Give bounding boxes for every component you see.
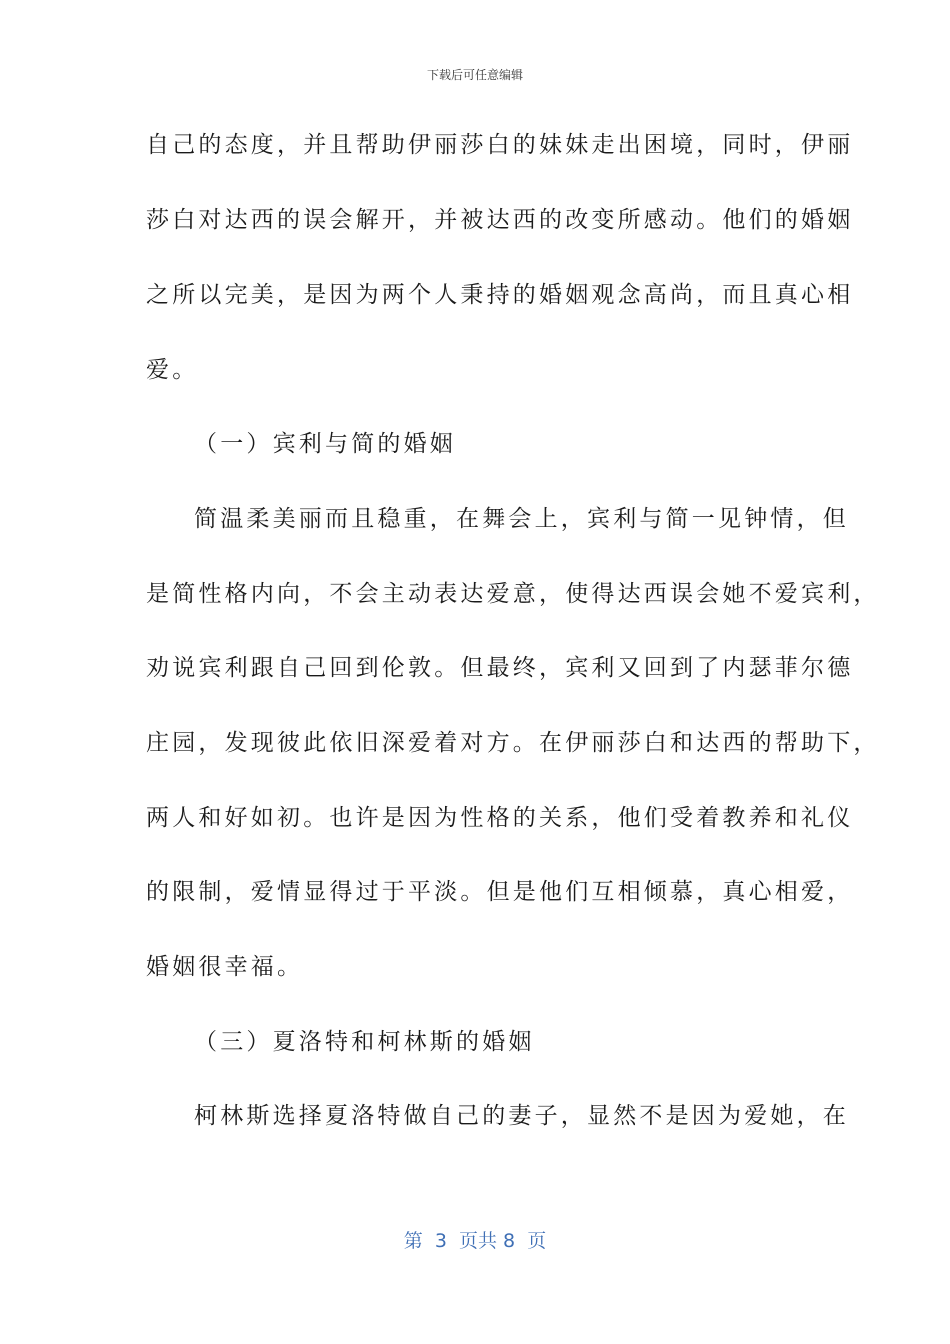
text-line: 爱。 — [146, 357, 199, 383]
page-number: 第 3 页共 8 页 — [403, 1230, 547, 1252]
text-line: 是简性格内向，不会主动表达爱意，使得达西误会她不爱宾利， — [146, 581, 880, 607]
paragraph-first-line: 柯林斯选择夏洛特做自己的妻子，显然不是因为爱她，在 — [194, 1103, 849, 1129]
section-heading: （一）宾利与简的婚姻 — [194, 431, 456, 457]
text-line: 莎白对达西的误会解开，并被达西的改变所感动。他们的婚姻 — [146, 207, 854, 233]
paragraph-first-line: 简温柔美丽而且稳重，在舞会上，宾利与简一见钟情，但 — [194, 506, 849, 532]
text-line: 的限制，爱情显得过于平淡。但是他们互相倾慕，真心相爱， — [146, 879, 854, 905]
text-line: 劝说宾利跟自己回到伦敦。但最终，宾利又回到了内瑟菲尔德 — [146, 655, 854, 681]
text-line: 自己的态度，并且帮助伊丽莎白的妹妹走出困境，同时，伊丽 — [146, 132, 854, 158]
text-line: 之所以完美，是因为两个人秉持的婚姻观念高尚，而且真心相 — [146, 282, 854, 308]
section-heading: （三）夏洛特和柯林斯的婚姻 — [194, 1029, 535, 1055]
text-line: 庄园，发现彼此依旧深爱着对方。在伊丽莎白和达西的帮助下， — [146, 730, 880, 756]
text-line: 两人和好如初。也许是因为性格的关系，他们受着教养和礼仪 — [146, 805, 854, 831]
text-line: 婚姻很幸福。 — [146, 954, 304, 980]
page-header: 下载后可任意编辑 — [426, 68, 523, 82]
